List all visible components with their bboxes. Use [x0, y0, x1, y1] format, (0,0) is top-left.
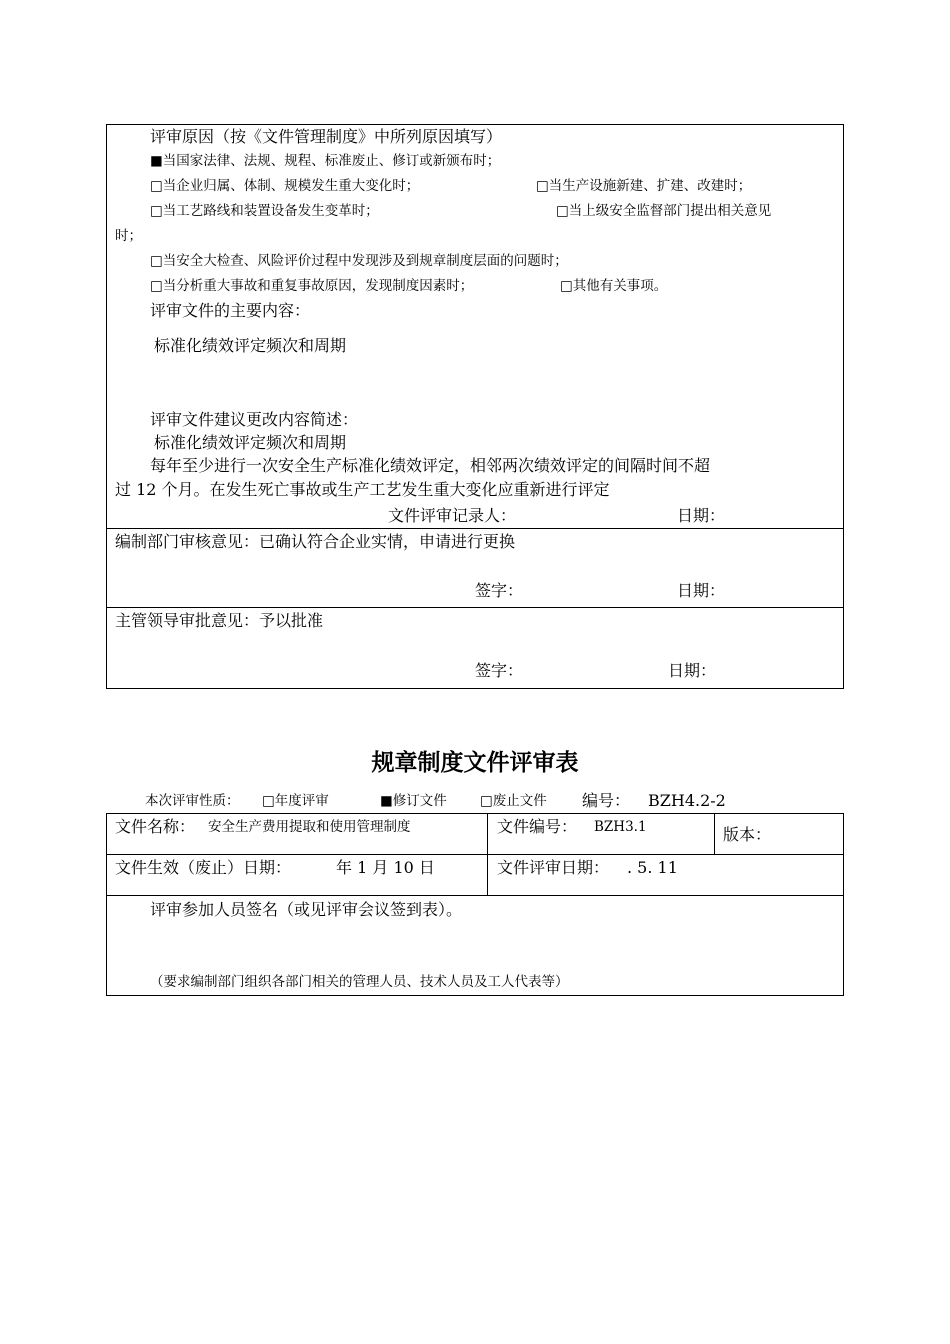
suggestion-line2: 过 12 个月。在发生死亡事故或生产工艺发生重大变化应重新进行评定: [115, 480, 610, 499]
number-value: BZH4.2-2: [648, 791, 726, 810]
dept-opinion: 编制部门审核意见：已确认符合企业实情，申请进行更换: [115, 532, 516, 551]
dept-sign-label: 签字：: [475, 581, 524, 600]
reason-5b: 时；: [115, 228, 142, 244]
row-divider: [106, 607, 844, 608]
main-content-label: 评审文件的主要内容：: [150, 301, 311, 320]
file-name-value: 安全生产费用提取和使用管理制度: [208, 819, 411, 835]
reason-3: □当生产设施新建、扩建、改建时；: [536, 178, 752, 194]
form-title: 规章制度文件评审表: [371, 750, 579, 776]
col-divider: [487, 813, 488, 895]
reason-4: □当工艺路线和装置设备发生变革时；: [150, 203, 379, 219]
reason-1: ■当国家法律、法规、规程、标准废止、修订或新颁布时；: [150, 153, 501, 169]
reason-2: □当企业归属、体制、规模发生重大变化时；: [150, 178, 420, 194]
review-date-label: 文件评审日期：: [497, 858, 610, 877]
reason-heading: 评审原因（按《文件管理制度》中所列原因填写）: [150, 127, 503, 146]
participants-note: （要求编制部门组织各部门相关的管理人员、技术人员及工人代表等）: [150, 974, 569, 990]
option-abolish-file[interactable]: □废止文件: [480, 793, 547, 809]
reason-6: □当安全大检查、风险评价过程中发现涉及到规章制度层面的问题时；: [150, 253, 568, 269]
suggestion-label: 评审文件建议更改内容简述：: [150, 410, 359, 429]
dept-date-label: 日期：: [677, 581, 726, 600]
leader-date-label: 日期：: [668, 661, 717, 680]
number-label: 编号：: [582, 791, 631, 810]
suggestion-line1: 每年至少进行一次安全生产标准化绩效评定，相邻两次绩效评定的间隔时间不超: [150, 456, 711, 475]
main-content-value: 标准化绩效评定频次和周期: [154, 336, 347, 355]
version-label: 版本：: [723, 825, 772, 844]
leader-sign-label: 签字：: [475, 661, 524, 680]
row-divider: [106, 854, 844, 855]
file-name-label: 文件名称：: [115, 817, 196, 836]
participants-label: 评审参加人员签名（或见评审会议签到表）。: [150, 900, 463, 919]
row-divider: [106, 528, 844, 529]
effective-date-value: 年 1 月 10 日: [336, 858, 435, 877]
col-divider: [714, 813, 715, 854]
option-annual-review[interactable]: □年度评审: [262, 793, 329, 809]
recorder-label: 文件评审记录人：: [388, 506, 517, 525]
option-revise-file[interactable]: ■修订文件: [380, 793, 447, 809]
reason-5a: □当上级安全监督部门提出相关意见: [556, 203, 772, 219]
nature-label: 本次评审性质：: [145, 793, 240, 809]
file-no-label: 文件编号：: [497, 817, 578, 836]
row-divider: [106, 895, 844, 896]
suggestion-title: 标准化绩效评定频次和周期: [154, 433, 347, 452]
reason-7: □当分析重大事故和重复事故原因，发现制度因素时；: [150, 278, 474, 294]
reason-8: □其他有关事项。: [560, 278, 668, 294]
effective-date-label: 文件生效（废止）日期：: [115, 858, 292, 877]
file-no-value: BZH3.1: [594, 819, 647, 835]
review-date-value: . 5. 11: [627, 858, 678, 877]
leader-opinion: 主管领导审批意见：予以批准: [115, 611, 324, 630]
recorder-date-label: 日期：: [677, 506, 726, 525]
